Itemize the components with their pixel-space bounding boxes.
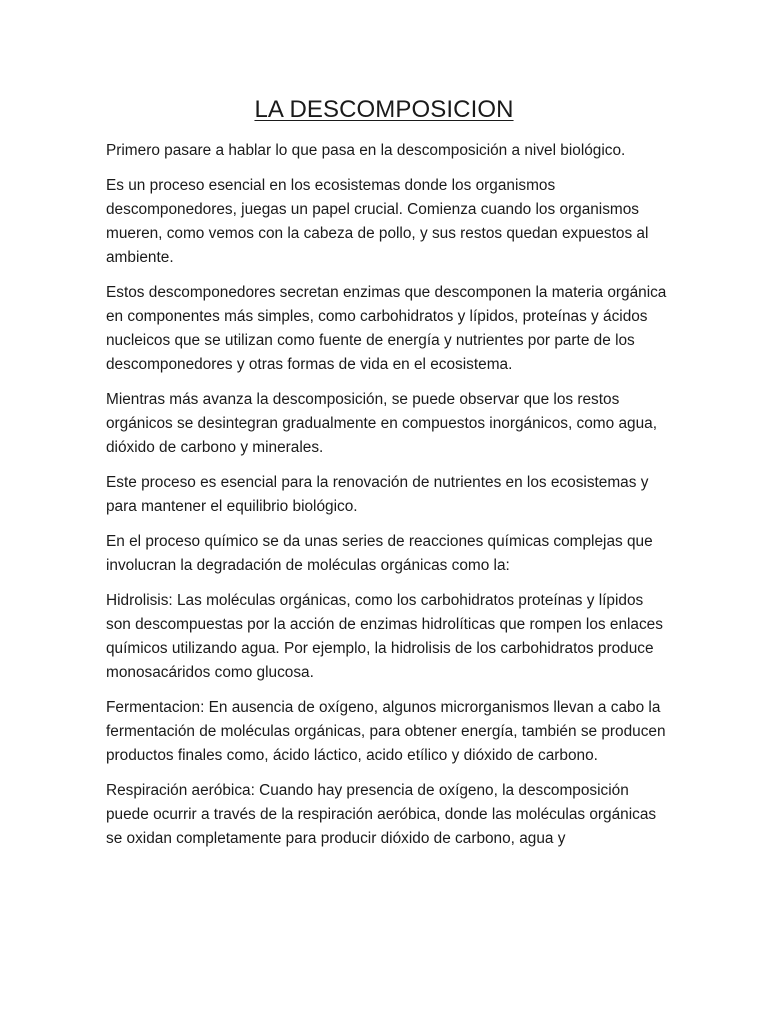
paragraph-hydrolysis: Hidrolisis: Las moléculas orgánicas, como los carbohidratos proteínas y lípidos son descompuestas por la acción de enzimas hidrolíticas que rompen los enlaces químicos utilizando agua. Por ejemplo, la hidrolisis de los carbohidratos produce monosacáridos como glucosa. [106, 592, 663, 681]
paragraph-enzymes: Estos descomponedores secretan enzimas que descomponen la materia orgánica en componentes más simples, como carbohidratos y lípidos, proteínas y ácidos nucleicos que se utilizan como fuente de energía y nutrientes por parte de los descomponedores y otras formas de vida en el ecosistema. [106, 284, 667, 373]
paragraph-nutrient-renewal: Este proceso es esencial para la renovación de nutrientes en los ecosistemas y para mantener el equilibrio biológico. [106, 474, 649, 515]
document-body [106, 139, 668, 862]
paragraph-ecosystem-process: Es un proceso esencial en los ecosistemas donde los organismos descomponedores, juegas un papel crucial. Comienza cuando los organismos mueren, como vemos con la cabeza de pollo, y sus restos quedan expuestos al ambiente. [106, 177, 649, 266]
document-title: LA DESCOMPOSICION [254, 96, 514, 123]
paragraph-intro: Primero pasare a hablar lo que pasa en la descomposición a nivel biológico. [106, 142, 626, 159]
paragraph-aerobic-respiration: Respiración aeróbica: Cuando hay presencia de oxígeno, la descomposición puede ocurrir a través de la respiración aeróbica, donde las moléculas orgánicas se oxidan completamente para producir dióxido de carbono, agua y [106, 782, 657, 847]
paragraph-fermentation: Fermentacion: En ausencia de oxígeno, algunos microrganismos llevan a cabo la fermentación de moléculas orgánicas, para obtener energía, también se producen productos finales como, ácido láctico, acido etílico y dióxido de carbono. [106, 699, 666, 764]
paragraph-chemical-process: En el proceso químico se da unas series de reacciones químicas complejas que involucran la degradación de moléculas orgánicas como la: [106, 533, 653, 574]
paragraph-disintegration: Mientras más avanza la descomposición, se puede observar que los restos orgánicos se desintegran gradualmente en compuestos inorgánicos, como agua, dióxido de carbono y minerales. [106, 391, 657, 456]
